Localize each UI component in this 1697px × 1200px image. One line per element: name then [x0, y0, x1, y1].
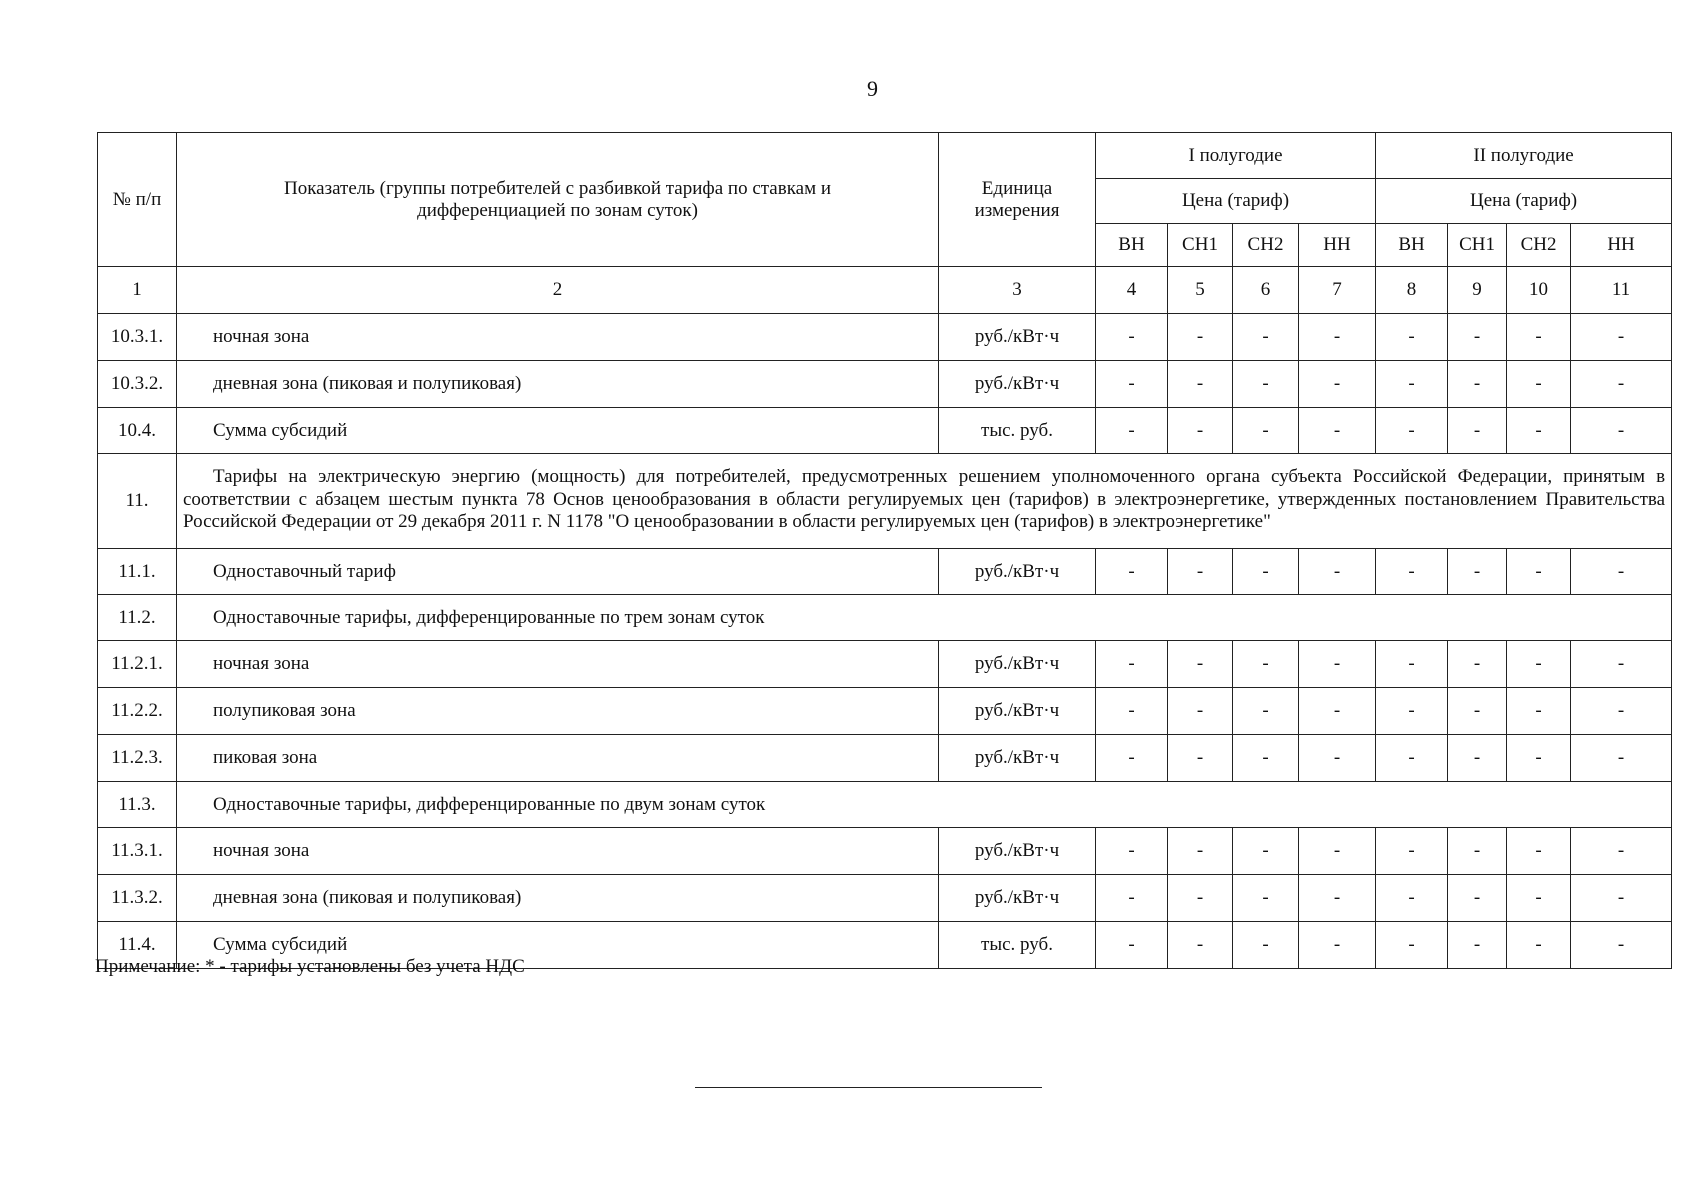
tariff-value: - [1376, 688, 1448, 735]
voltage-level-header: НН [1571, 224, 1672, 267]
unit-of-measure: тыс. руб. [939, 408, 1096, 454]
tariff-value: - [1571, 922, 1672, 969]
tariff-value: - [1096, 688, 1168, 735]
header-num: № п/п [98, 133, 177, 267]
row-number: 11.3.1. [98, 828, 177, 875]
tariff-value: - [1299, 875, 1376, 922]
tariff-value: - [1168, 828, 1233, 875]
table-header [98, 133, 1672, 314]
tariff-value: - [1448, 641, 1507, 688]
tariff-value: - [1299, 408, 1376, 454]
column-number: 10 [1507, 267, 1571, 314]
tariff-value: - [1448, 922, 1507, 969]
tariff-value: - [1507, 922, 1571, 969]
row-number: 11.2.1. [98, 641, 177, 688]
row-number: 11.4. [98, 922, 177, 969]
unit-of-measure: руб./кВт·ч [939, 735, 1096, 782]
voltage-level-header: СН1 [1448, 224, 1507, 267]
tariff-value: - [1571, 641, 1672, 688]
tariff-value: - [1571, 688, 1672, 735]
unit-of-measure: руб./кВт·ч [939, 641, 1096, 688]
unit-of-measure: руб./кВт·ч [939, 875, 1096, 922]
column-number: 3 [939, 267, 1096, 314]
tariff-value: - [1376, 875, 1448, 922]
tariff-value: - [1376, 408, 1448, 454]
tariff-value: - [1299, 922, 1376, 969]
column-number: 1 [98, 267, 177, 314]
tariff-value: - [1448, 408, 1507, 454]
voltage-level-header: ВН [1376, 224, 1448, 267]
tariff-value: - [1507, 361, 1571, 408]
tariff-value: - [1571, 828, 1672, 875]
tariff-value: - [1571, 408, 1672, 454]
tariff-value: - [1376, 922, 1448, 969]
tariff-value: - [1299, 688, 1376, 735]
tariff-value: - [1507, 875, 1571, 922]
tariff-value: - [1168, 688, 1233, 735]
indicator-name: полупиковая зона [177, 688, 939, 735]
tariff-value: - [1507, 735, 1571, 782]
header-half-1: I полугодие [1096, 133, 1376, 179]
table-row [98, 408, 1672, 454]
row-number: 11.2. [98, 595, 177, 641]
voltage-level-header: СН2 [1233, 224, 1299, 267]
header-price-1: Цена (тариф) [1096, 179, 1376, 224]
section-heading: Одноставочные тарифы, дифференцированные по двум зонам суток [177, 782, 1672, 828]
tariff-value: - [1376, 735, 1448, 782]
tariff-value: - [1233, 549, 1299, 595]
tariff-value: - [1168, 735, 1233, 782]
tariff-value: - [1096, 735, 1168, 782]
table-row [98, 549, 1672, 595]
tariff-value: - [1507, 828, 1571, 875]
tariff-value: - [1376, 641, 1448, 688]
tariff-value: - [1096, 408, 1168, 454]
row-number: 10.3.2. [98, 361, 177, 408]
row-number: 11. [98, 454, 177, 549]
column-number: 9 [1448, 267, 1507, 314]
column-number: 8 [1376, 267, 1448, 314]
tariff-value: - [1168, 361, 1233, 408]
indicator-name: ночная зона [177, 314, 939, 361]
header-unit: Единица измерения [939, 133, 1096, 267]
unit-of-measure: руб./кВт·ч [939, 549, 1096, 595]
tariff-value: - [1299, 314, 1376, 361]
tariff-value: - [1168, 875, 1233, 922]
table-row [98, 828, 1672, 875]
tariff-value: - [1096, 314, 1168, 361]
table-row [98, 314, 1672, 361]
indicator-name: Сумма субсидий [177, 408, 939, 454]
tariff-value: - [1376, 361, 1448, 408]
row-number: 10.4. [98, 408, 177, 454]
tariff-value: - [1571, 361, 1672, 408]
tariff-value: - [1507, 641, 1571, 688]
indicator-name: дневная зона (пиковая и полупиковая) [177, 361, 939, 408]
unit-of-measure: руб./кВт·ч [939, 361, 1096, 408]
tariff-value: - [1168, 549, 1233, 595]
tariff-value: - [1168, 408, 1233, 454]
tariff-value: - [1299, 549, 1376, 595]
voltage-level-header: СН1 [1168, 224, 1233, 267]
indicator-name: ночная зона [177, 641, 939, 688]
tariff-value: - [1448, 875, 1507, 922]
tariff-value: - [1376, 314, 1448, 361]
footnote: Примечание: * - тарифы установлены без учета НДС [95, 956, 525, 977]
unit-of-measure: руб./кВт·ч [939, 688, 1096, 735]
end-rule [695, 1087, 1042, 1088]
header-half-2: II полугодие [1376, 133, 1672, 179]
table-row [98, 454, 1672, 549]
indicator-name: дневная зона (пиковая и полупиковая) [177, 875, 939, 922]
unit-of-measure: руб./кВт·ч [939, 828, 1096, 875]
section-description [177, 454, 1672, 549]
unit-of-measure: руб./кВт·ч [939, 314, 1096, 361]
tariff-value: - [1233, 408, 1299, 454]
table-row [98, 875, 1672, 922]
table-body [98, 314, 1672, 969]
row-number: 11.2.2. [98, 688, 177, 735]
table-row [98, 735, 1672, 782]
tariff-value: - [1096, 641, 1168, 688]
tariff-value: - [1299, 735, 1376, 782]
row-number: 11.3. [98, 782, 177, 828]
column-number: 2 [177, 267, 939, 314]
tariff-value: - [1571, 875, 1672, 922]
tariff-value: - [1233, 688, 1299, 735]
tariff-value: - [1168, 641, 1233, 688]
indicator-name: Одноставочный тариф [177, 549, 939, 595]
row-number: 11.1. [98, 549, 177, 595]
tariff-value: - [1168, 922, 1233, 969]
tariff-value: - [1376, 828, 1448, 875]
tariff-value: - [1096, 875, 1168, 922]
tariff-value: - [1448, 735, 1507, 782]
table-row [98, 782, 1672, 828]
tariff-value: - [1571, 314, 1672, 361]
tariff-value: - [1571, 549, 1672, 595]
tariff-value: - [1233, 828, 1299, 875]
tariff-value: - [1233, 735, 1299, 782]
table-row [98, 641, 1672, 688]
unit-of-measure: тыс. руб. [939, 922, 1096, 969]
tariff-value: - [1448, 361, 1507, 408]
tariff-value: - [1507, 549, 1571, 595]
tariff-table [97, 132, 1672, 969]
section-heading: Одноставочные тарифы, дифференцированные по трем зонам суток [177, 595, 1672, 641]
tariff-value: - [1571, 735, 1672, 782]
tariff-value: - [1096, 922, 1168, 969]
row-number: 11.3.2. [98, 875, 177, 922]
tariff-value: - [1299, 641, 1376, 688]
tariff-value: - [1299, 828, 1376, 875]
table-row [98, 688, 1672, 735]
tariff-value: - [1233, 641, 1299, 688]
tariff-value: - [1448, 828, 1507, 875]
tariff-value: - [1507, 408, 1571, 454]
table-row [98, 361, 1672, 408]
column-number: 5 [1168, 267, 1233, 314]
header-indicator: Показатель (группы потребителей с разбивкой тарифа по ставкам и дифференциацией по зонам суток) [177, 133, 939, 267]
tariff-value: - [1299, 361, 1376, 408]
voltage-level-header: НН [1299, 224, 1376, 267]
page-number: 9 [867, 76, 878, 101]
voltage-level-header: СН2 [1507, 224, 1571, 267]
column-number: 7 [1299, 267, 1376, 314]
tariff-value: - [1448, 314, 1507, 361]
column-number: 4 [1096, 267, 1168, 314]
voltage-level-header: ВН [1096, 224, 1168, 267]
row-number: 11.2.3. [98, 735, 177, 782]
tariff-value: - [1096, 361, 1168, 408]
tariff-value: - [1448, 688, 1507, 735]
column-number-row [98, 267, 1672, 314]
tariff-value: - [1233, 361, 1299, 408]
column-number: 11 [1571, 267, 1672, 314]
section-description-text: Тарифы на электрическую энергию (мощность) для потребителей, предусмотренных решением уполномоченного органа субъекта Российской Федерации, принятым в соответствии с абзацем шестым пункта 78 Основ ценообразования в области регулируемых цен (тарифов) в электроэнергетике, утвержденных постановлением Правительства Российской Федерации от 29 декабря 2011 г. N 1178 "О ценообразовании в области регулируемых цен (тарифов) в электроэнергетике" [183, 465, 1666, 533]
tariff-value: - [1448, 549, 1507, 595]
tariff-value: - [1233, 875, 1299, 922]
row-number: 10.3.1. [98, 314, 177, 361]
indicator-name: ночная зона [177, 828, 939, 875]
tariff-value: - [1096, 828, 1168, 875]
tariff-value: - [1507, 314, 1571, 361]
tariff-value: - [1233, 314, 1299, 361]
tariff-value: - [1096, 549, 1168, 595]
tariff-value: - [1168, 314, 1233, 361]
table-row [98, 595, 1672, 641]
tariff-value: - [1507, 688, 1571, 735]
tariff-value: - [1233, 922, 1299, 969]
column-number: 6 [1233, 267, 1299, 314]
tariff-value: - [1376, 549, 1448, 595]
indicator-name: пиковая зона [177, 735, 939, 782]
header-price-2: Цена (тариф) [1376, 179, 1672, 224]
indicator-name: Сумма субсидий [177, 922, 939, 969]
